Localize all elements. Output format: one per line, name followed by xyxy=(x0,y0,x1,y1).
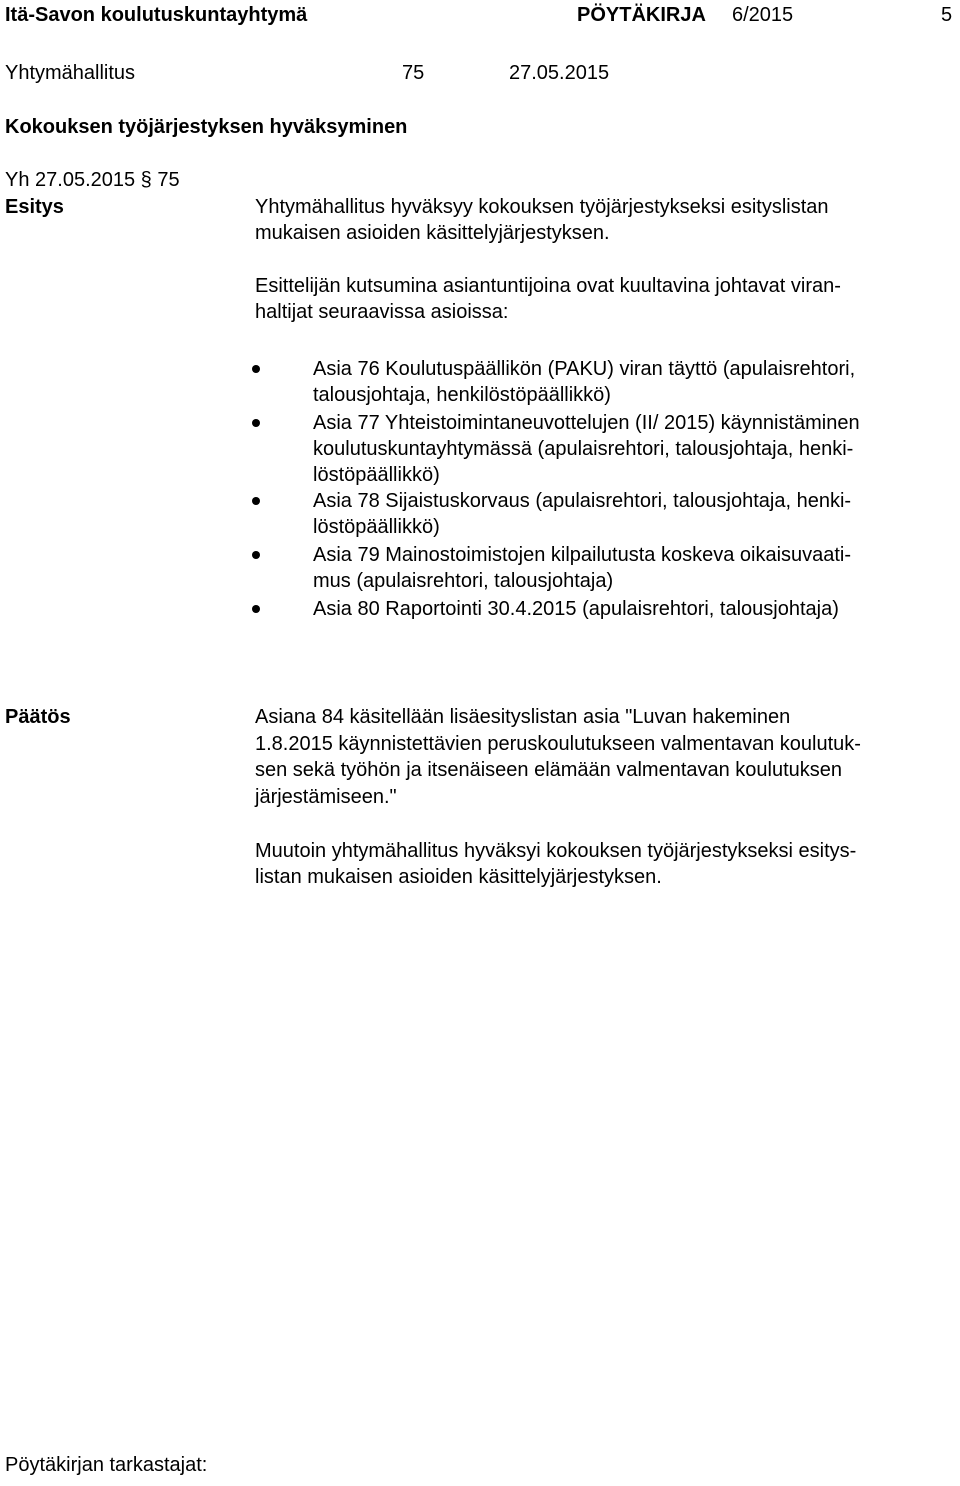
meeting-date: 27.05.2015 xyxy=(509,62,610,84)
list-item-line: Asia 78 Sijaistuskorvaus (apulaisrehtori, talousjohtaja, henki- xyxy=(313,490,852,512)
proposal-label: Esitys xyxy=(5,196,64,218)
proposal-p1-line: mukaisen asioiden käsittelyjärjestyksen. xyxy=(255,222,610,244)
list-item-line: Asia 80 Raportointi 30.4.2015 (apulaisrehtori, talousjohtaja) xyxy=(313,598,839,620)
proposal-p2-line: haltijat seuraavissa asioissa: xyxy=(255,301,509,323)
document-type: PÖYTÄKIRJA xyxy=(577,4,706,26)
list-item-line: Asia 76 Koulutuspäällikön (PAKU) viran täyttö (apulaisrehtori, xyxy=(313,358,856,380)
list-item-line: mus (apulaisrehtori, talousjohtaja) xyxy=(313,570,614,592)
decision-label: Päätös xyxy=(5,706,71,728)
proposal-p2-line: Esittelijän kutsumina asiantuntijoina ovat kuultavina johtavat viran- xyxy=(255,275,841,297)
page-number: 5 xyxy=(941,4,953,26)
list-item-line: talousjohtaja, henkilöstöpäällikkö) xyxy=(313,384,611,406)
section-number: 75 xyxy=(402,62,425,84)
governing-body: Yhtymähallitus xyxy=(5,62,136,84)
page-title: Kokouksen työjärjestyksen hyväksyminen xyxy=(5,116,408,138)
bullet-icon xyxy=(252,365,260,373)
document-number: 6/2015 xyxy=(732,4,794,26)
decision-p1-line: sen sekä työhön ja itsenäiseen elämään valmentavan koulutuksen xyxy=(255,759,843,781)
bullet-icon xyxy=(252,419,260,427)
decision-p1-line: 1.8.2015 käynnistettävien peruskoulutukseen valmentavan koulutuk- xyxy=(255,733,861,755)
list-item-line: löstöpäällikkö) xyxy=(313,464,440,486)
bullet-icon xyxy=(252,605,260,613)
reviewers-label: Pöytäkirjan tarkastajat: xyxy=(5,1454,208,1476)
list-item-line: Asia 79 Mainostoimistojen kilpailutusta koskeva oikaisuvaati- xyxy=(313,544,852,566)
decision-p2-line: Muutoin yhtymähallitus hyväksyi kokouksen työjärjestykseksi esitys- xyxy=(255,840,857,862)
meeting-reference: Yh 27.05.2015 § 75 xyxy=(5,169,180,191)
list-item-line: löstöpäällikkö) xyxy=(313,516,440,538)
list-item-line: koulutuskuntayhtymässä (apulaisrehtori, talousjohtaja, henki- xyxy=(313,438,854,460)
organization-name: Itä-Savon koulutuskuntayhtymä xyxy=(5,4,308,26)
decision-p2-line: listan mukaisen asioiden käsittelyjärjestyksen. xyxy=(255,866,662,888)
decision-p1-line: järjestämiseen." xyxy=(255,786,397,808)
proposal-p1-line: Yhtymähallitus hyväksyy kokouksen työjärjestykseksi esityslistan xyxy=(255,196,829,218)
bullet-icon xyxy=(252,551,260,559)
list-item-line: Asia 77 Yhteistoimintaneuvottelujen (II/ 2015) käynnistäminen xyxy=(313,412,860,434)
decision-p1-line: Asiana 84 käsitellään lisäesityslistan asia "Luvan hakeminen xyxy=(255,706,791,728)
bullet-icon xyxy=(252,497,260,505)
